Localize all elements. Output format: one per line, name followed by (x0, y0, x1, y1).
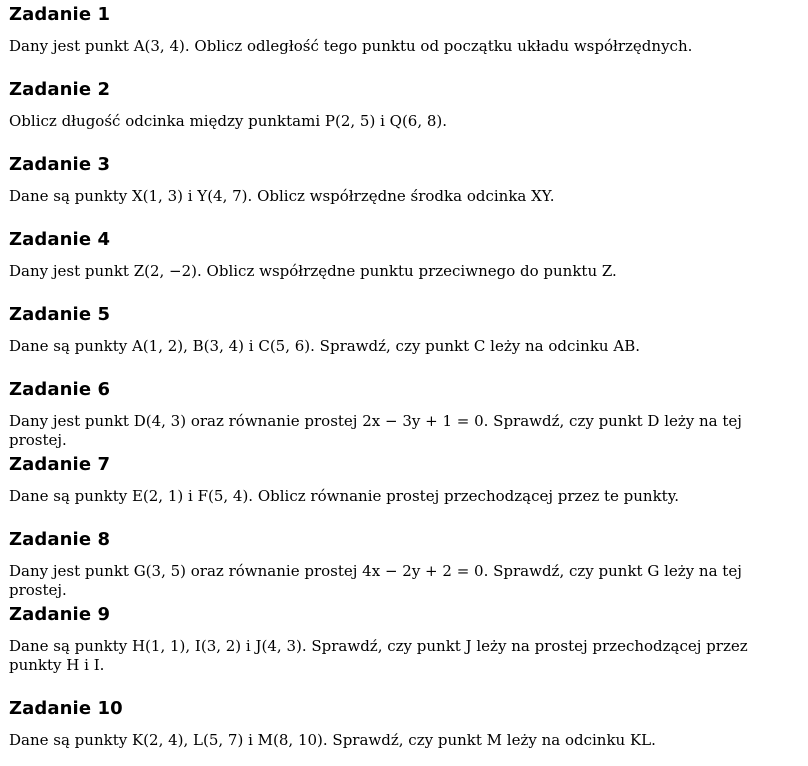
task-5-title: Zadanie 5 (9, 304, 111, 325)
task-4-text: Dany jest punkt Z(2, −2). Oblicz współrzędne punktu przeciwnego do punktu Z. (9, 262, 617, 280)
task-6-title: Zadanie 6 (9, 379, 111, 400)
task-5 (9, 304, 799, 356)
task-9-text: Dane są punkty H(1, 1), I(3, 2) i J(4, 3). Sprawdź, czy punkt J leży na prostej przechodzącej przez punkty H i I. (9, 637, 748, 674)
task-1 (9, 4, 799, 56)
task-2-text: Oblicz długość odcinka między punktami P(2, 5) i Q(6, 8). (9, 112, 448, 130)
task-8 (9, 529, 799, 600)
task-4 (9, 229, 799, 281)
task-10-text: Dane są punkty K(2, 4), L(5, 7) i M(8, 10). Sprawdź, czy punkt M leży na odcinku KL. (9, 731, 656, 749)
task-7 (9, 454, 799, 506)
task-10 (9, 698, 799, 750)
task-9 (9, 604, 799, 675)
task-2-title: Zadanie 2 (9, 79, 111, 100)
task-3 (9, 154, 799, 206)
task-1-title: Zadanie 1 (9, 4, 111, 25)
task-2 (9, 79, 799, 131)
task-8-title: Zadanie 8 (9, 529, 111, 550)
task-8-text: Dany jest punkt G(3, 5) oraz równanie prostej 4x − 2y + 2 = 0. Sprawdź, czy punkt G leży na tej prostej. (9, 562, 742, 599)
task-7-text: Dane są punkty E(2, 1) i F(5, 4). Oblicz równanie prostej przechodzącej przez te punkty. (9, 487, 679, 505)
task-3-title: Zadanie 3 (9, 154, 111, 175)
task-9-title: Zadanie 9 (9, 604, 111, 625)
task-7-title: Zadanie 7 (9, 454, 111, 475)
task-10-title: Zadanie 10 (9, 698, 123, 719)
task-1-text: Dany jest punkt A(3, 4). Oblicz odległość tego punktu od początku układu współrzędnych. (9, 37, 693, 55)
task-6 (9, 379, 799, 450)
task-6-text: Dany jest punkt D(4, 3) oraz równanie prostej 2x − 3y + 1 = 0. Sprawdź, czy punkt D leży na tej prostej. (9, 412, 742, 449)
task-5-text: Dane są punkty A(1, 2), B(3, 4) i C(5, 6). Sprawdź, czy punkt C leży na odcinku AB. (9, 337, 640, 355)
task-3-text: Dane są punkty X(1, 3) i Y(4, 7). Oblicz współrzędne środka odcinka XY. (9, 187, 555, 205)
task-4-title: Zadanie 4 (9, 229, 111, 250)
